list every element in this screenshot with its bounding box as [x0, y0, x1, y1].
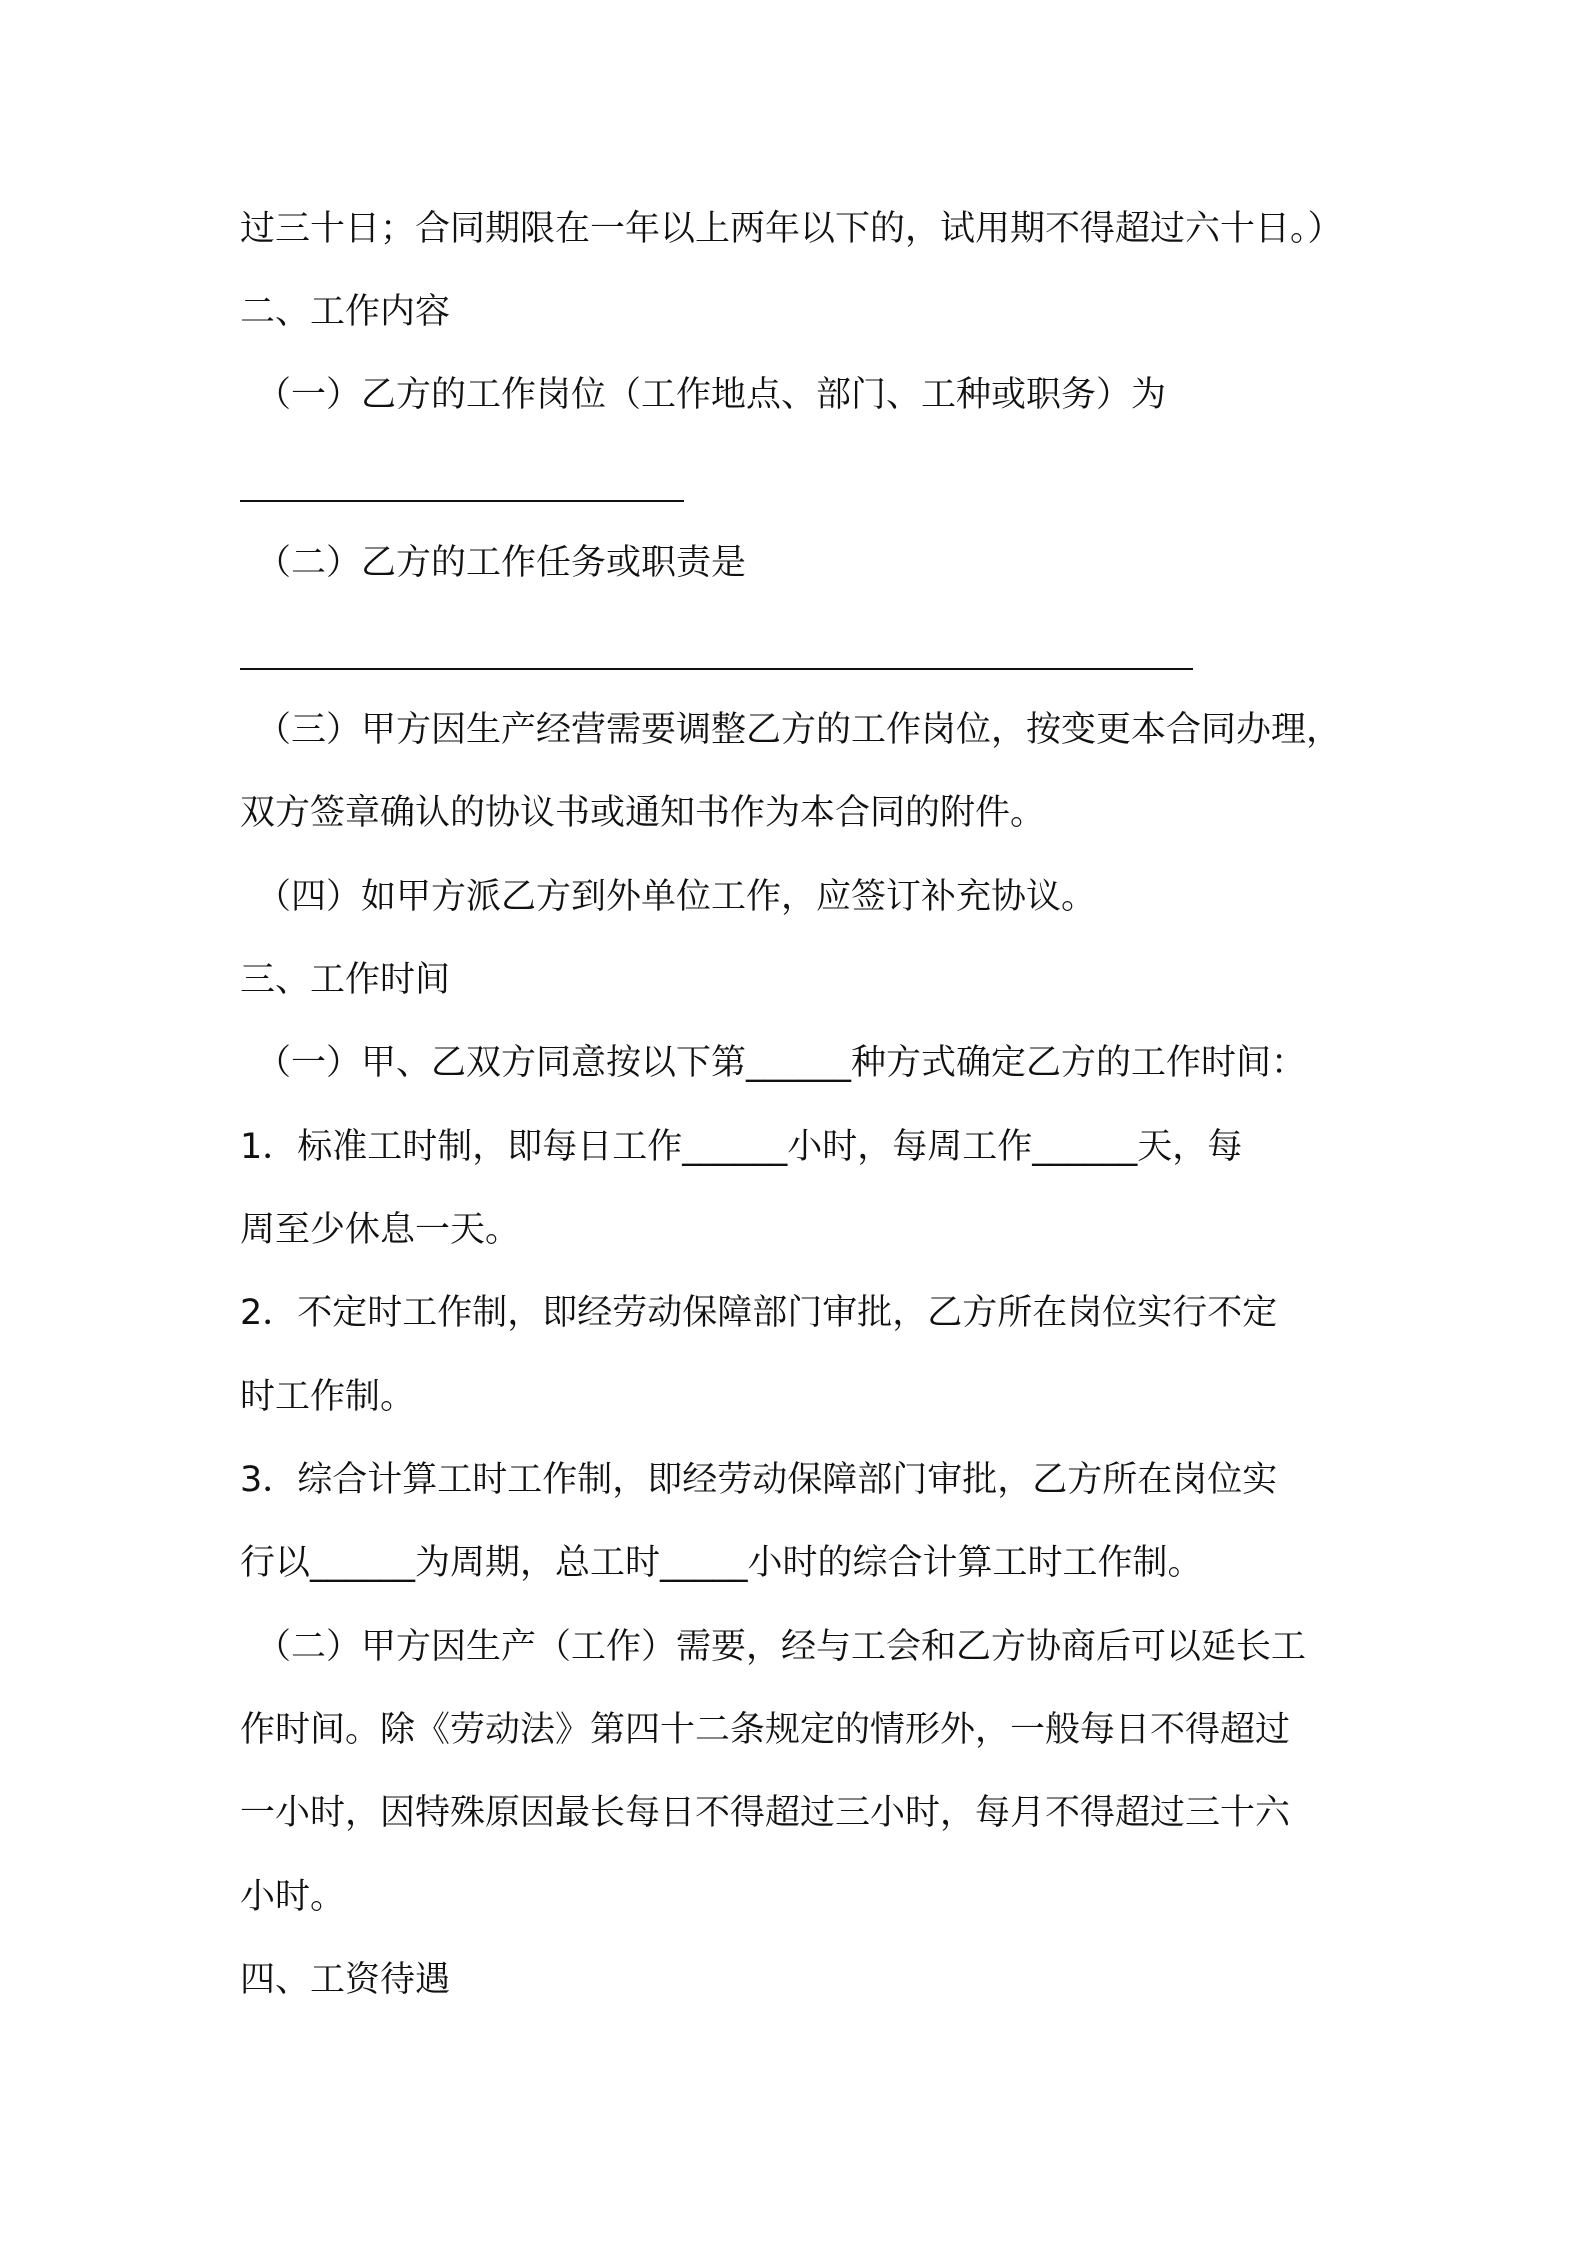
paragraph-line: 时工作制。	[240, 1377, 416, 1417]
section-heading-wages: 四、工资待遇	[240, 1960, 451, 2000]
paragraph-line: （三）甲方因生产经营需要调整乙方的工作岗位，按变更本合同办理，	[256, 710, 1342, 750]
paragraph-line: （二）甲方因生产（工作）需要，经与工会和乙方协商后可以延长工	[256, 1627, 1307, 1667]
paragraph-line: 过三十日；合同期限在一年以上两年以下的，试用期不得超过六十日。）	[240, 209, 1343, 249]
paragraph-line: 1．标准工时制，即每日工作______小时，每周工作______天，每	[240, 1127, 1243, 1167]
paragraph-line: 双方签章确认的协议书或通知书作为本合同的附件。	[240, 793, 1046, 833]
paragraph-line: （四）如甲方派乙方到外单位工作，应签订补充协议。	[256, 877, 1097, 917]
paragraph-line: 2．不定时工作制，即经劳动保障部门审批，乙方所在岗位实行不定	[240, 1293, 1278, 1333]
paragraph-line: 行以______为周期，总工时_____小时的综合计算工时工作制。	[240, 1543, 1203, 1583]
section-heading-work-time: 三、工作时间	[240, 960, 451, 1000]
fill-in-blank-line	[240, 500, 684, 502]
paragraph-line: （一）乙方的工作岗位（工作地点、部门、工种或职务）为	[256, 375, 1167, 415]
paragraph-line: 作时间。除《劳动法》第四十二条规定的情形外，一般每日不得超过	[240, 1710, 1291, 1750]
paragraph-line: 小时。	[240, 1877, 346, 1917]
fill-in-blank-line	[240, 668, 1193, 670]
paragraph-line: 一小时，因特殊原因最长每日不得超过三小时，每月不得超过三十六	[240, 1793, 1291, 1833]
paragraph-line: （一）甲、乙双方同意按以下第______种方式确定乙方的工作时间：	[256, 1043, 1307, 1083]
paragraph-line: （二）乙方的工作任务或职责是	[256, 543, 747, 583]
paragraph-line: 3．综合计算工时工作制，即经劳动保障部门审批，乙方所在岗位实	[240, 1460, 1278, 1500]
section-heading-work-content: 二、工作内容	[240, 292, 451, 332]
paragraph-line: 周至少休息一天。	[240, 1210, 521, 1250]
